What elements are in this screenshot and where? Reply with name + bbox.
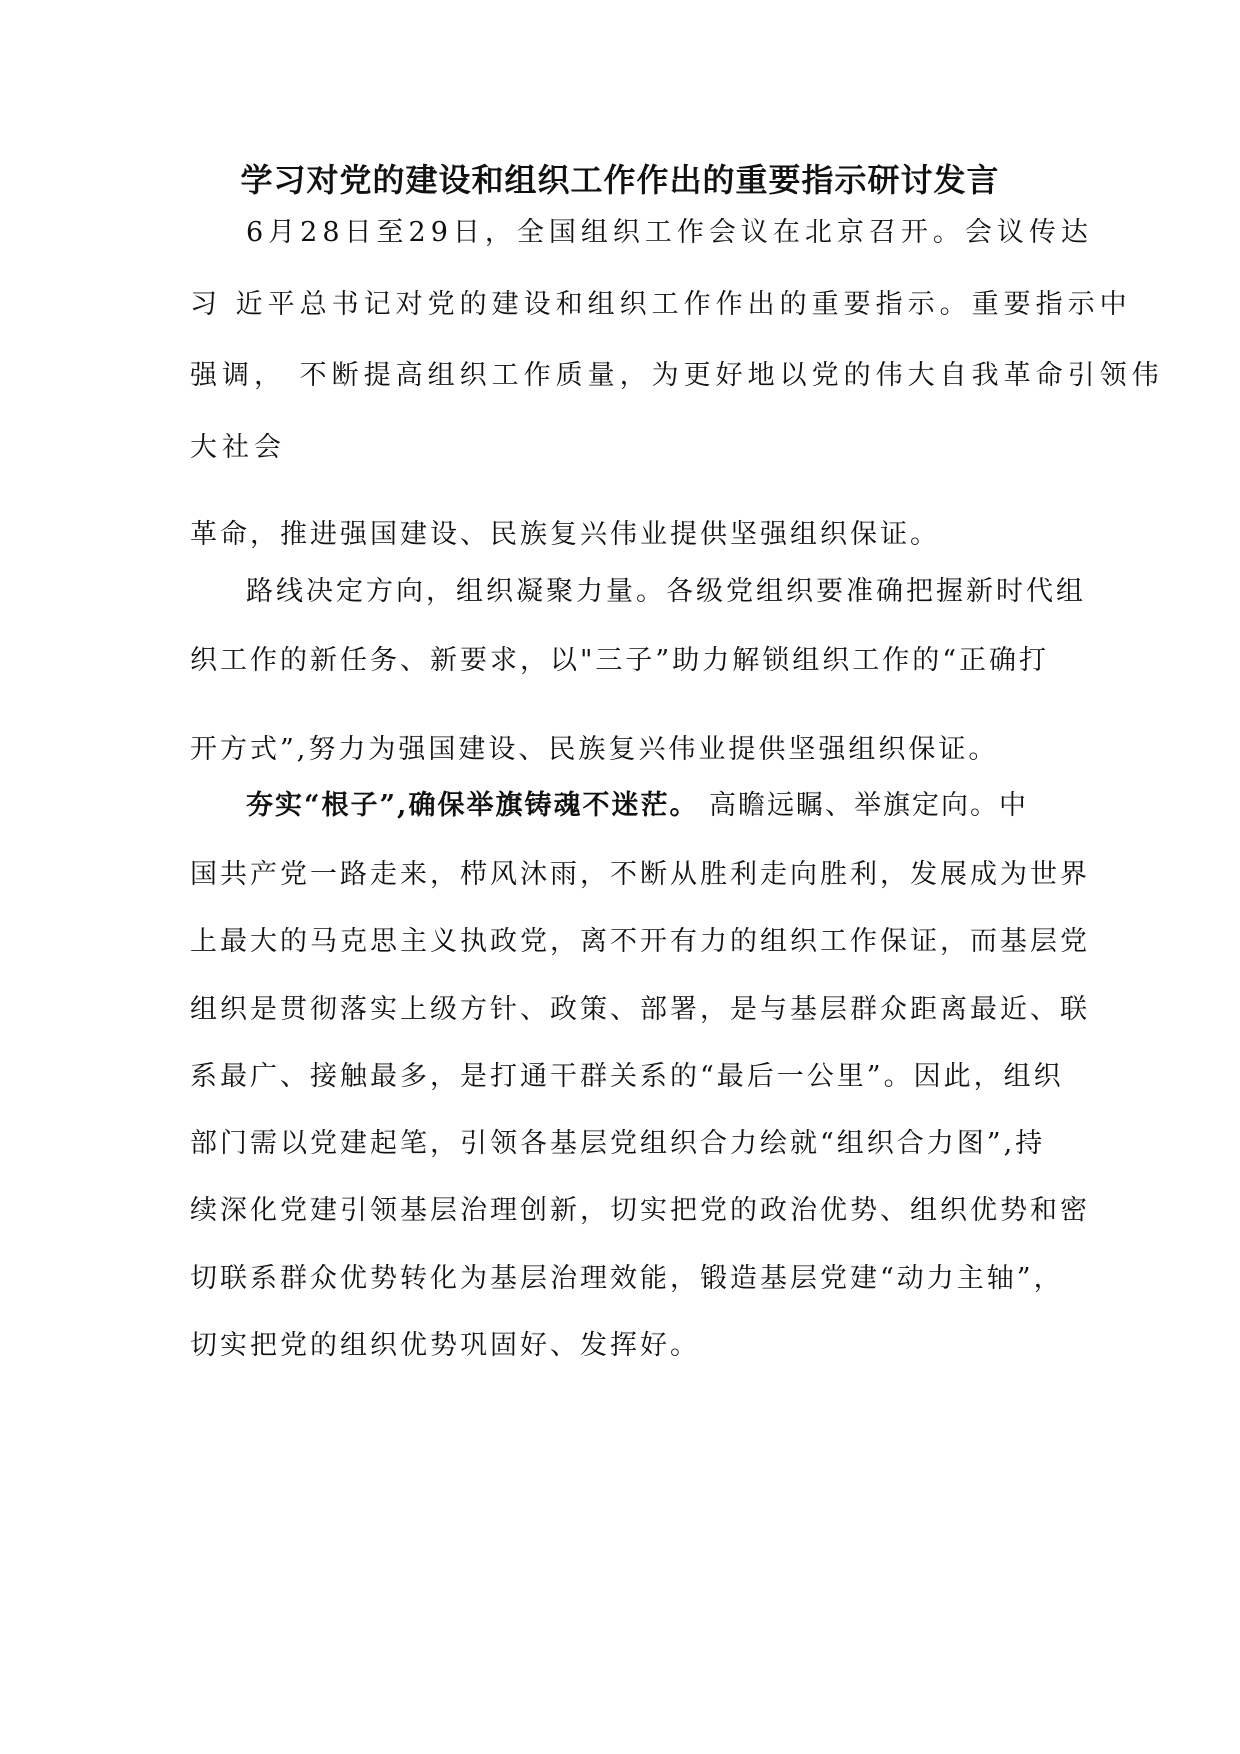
document-title: 学习对党的建设和组织工作作出的重要指示研讨发言	[240, 161, 1000, 199]
paragraph-3-line-7: 续深化党建引领基层治理创新，切实把党的政治优势、组织优势和密	[190, 1195, 1090, 1226]
paragraph-1-line-4: 大社会	[190, 432, 286, 463]
paragraph-3-line-4: 组织是贯彻落实上级方针、政策、部署，是与基层群众距离最近、联	[190, 994, 1090, 1025]
paragraph-1-line-1: 6月28日至29日，全国组织工作会议在北京召开。会议传达	[246, 217, 1093, 248]
paragraph-1-line-3: 强调， 不断提高组织工作质量，为更好地以党的伟大自我革命引领伟	[190, 360, 1164, 391]
paragraph-1-line-5: 革命，推进强国建设、民族复兴伟业提供坚强组织保证。	[190, 519, 940, 550]
paragraph-3-line-1	[246, 789, 1028, 823]
paragraph-3-line-8: 切联系群众优势转化为基层治理效能，锻造基层党建“动力主轴”，	[190, 1263, 1064, 1294]
paragraph-3-line-6: 部门需以党建起笔，引领各基层党组织合力绘就“组织合力图”,持	[190, 1128, 1046, 1159]
paragraph-2-line-1: 路线决定方向，组织凝聚力量。各级党组织要准确把握新时代组	[246, 576, 1086, 607]
paragraph-3-line-1-rest: 高瞻远瞩、举旗定向。中	[698, 790, 1029, 821]
paragraph-3-line-9: 切实把党的组织优势巩固好、发挥好。	[190, 1330, 700, 1361]
paragraph-3-line-3: 上最大的马克思主义执政党，离不开有力的组织工作保证，而基层党	[190, 926, 1090, 957]
paragraph-2-line-2: 织工作的新任务、新要求，以"三子”助力解锁组织工作的“正确打	[190, 645, 1050, 676]
paragraph-3-bold-lead: 夯实“根子”,确保举旗铸魂不迷茫。	[246, 790, 699, 821]
paragraph-3-line-2: 国共产党一路走来，栉风沐雨，不断从胜利走向胜利，发展成为世界	[190, 859, 1090, 890]
paragraph-1-line-2: 习 近平总书记对党的建设和组织工作作出的重要指示。重要指示中	[190, 289, 1132, 320]
paragraph-3-line-5: 系最广、接触最多，是打通干群关系的“最后一公里”。因此，组织	[190, 1061, 1064, 1092]
paragraph-2-line-3: 开方式”,努力为强国建设、民族复兴伟业提供坚强组织保证。	[190, 734, 999, 765]
